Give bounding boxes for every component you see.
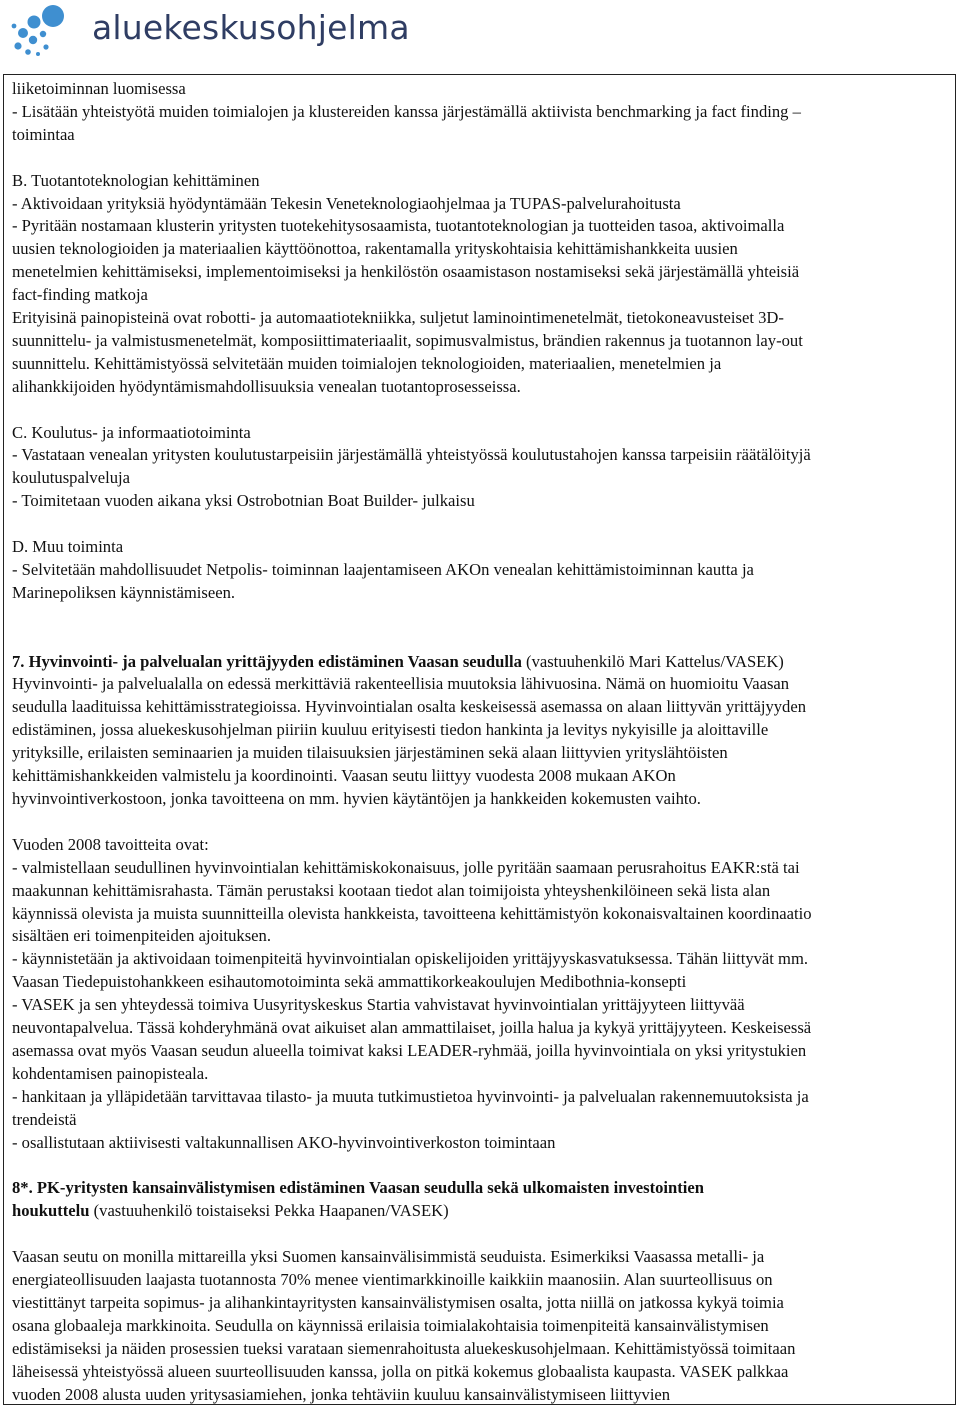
text-line: - VASEK ja sen yhteydessä toimiva Uusyrityskeskus Startia vahvistavat hyvinvointialan yrittäjyyteen liittyvää: [12, 995, 745, 1015]
document-body: [12, 78, 946, 1406]
section-b: [12, 170, 946, 399]
text-line: yrityksille, erilaisten seminaarien ja muiden tilaisuuksien järjestäminen sekä alaan liittyvien yrityslähtöisten: [12, 743, 728, 763]
heading-bold: houkuttelu: [12, 1201, 90, 1221]
text-line: sisältäen eri toimenpiteiden ajoituksen.: [12, 926, 271, 946]
section-heading: [12, 1177, 946, 1200]
text-line: Hyvinvointi- ja palvelualalla on edessä merkittäviä rakenteellisia muutoksia lähivuosina. Nämä on huomioitu Vaasan: [12, 674, 790, 694]
section-d: [12, 536, 946, 605]
text-line: - Lisätään yhteistyötä muiden toimialojen ja klustereiden kanssa järjestämällä aktiivista benchmarking ja fact finding –: [12, 101, 801, 121]
text-line: läheisessä yhteistyössä alueen suurteollisuuden kanssa, jolla on pitkä kokemus globaalista kaupasta. VASEK palkkaa: [12, 1361, 789, 1381]
text-line: kehittämishankkeiden valmistelu ja koordinointi. Vaasan seutu liittyy vuodesta 2008 mukaan AKOn: [12, 766, 676, 786]
text-line: uusien teknologioiden ja materiaalien käyttöönottoa, rakentamalla yrityskohtaisia kehittämishankkeita uusien: [12, 239, 738, 259]
text-line: viestittänyt tarpeita sopimus- ja alihankintayritysten kansainvälistymisen osalta, jotta niillä on jatkossa kykyä toimia: [12, 1292, 784, 1312]
text-line: - Toimitetaan vuoden aikana yksi Ostrobotnian Boat Builder- julkaisu: [12, 491, 475, 511]
section-title: B. Tuotantoteknologian kehittäminen: [12, 170, 260, 190]
text-line: Marinepoliksen käynnistämiseen.: [12, 582, 236, 602]
text-line: asemassa ovat myös Vaasan seudun alueella toimivat kaksi LEADER-ryhmää, joilla hyvinvointiala on yksi yritystukien: [12, 1040, 807, 1060]
text-line: - hankitaan ja ylläpidetään tarvittavaa tilasto- ja muuta tutkimustietoa hyvinvointi- ja palvelualan rakennemuutoksista ja: [12, 1086, 809, 1106]
goals-title: Vuoden 2008 tavoitteita ovat:: [12, 834, 209, 854]
text-line: - Selvitetään mahdollisuudet Netpolis- toiminnan laajentamiseen AKOn venealan kehittämistoiminnan kautta ja: [12, 559, 754, 579]
text-line: Vaasan seutu on monilla mittareilla yksi Suomen kansainvälisimmistä seuduista. Esimerkiksi Vaasassa metalli- ja: [12, 1247, 765, 1267]
section-title: C. Koulutus- ja informaatiotoiminta: [12, 422, 251, 442]
text-line: fact-finding matkoja: [12, 285, 148, 305]
text-line: energiateollisuuden laajasta tuotannosta 70% menee vientimarkkinoille kaikkiin maanosiin. Alan suurteollisuus on: [12, 1270, 773, 1289]
text-line: - valmistellaan seudullinen hyvinvointialan kehittämiskokonaisuus, jolle pyritään saamaan perusrahoitus EAKR:stä tai: [12, 857, 800, 877]
heading-bold: 8*. PK-yritysten kansainvälistymisen edistäminen Vaasan seudulla sekä ulkomaisten investointien: [12, 1178, 704, 1198]
section-heading: [12, 1200, 946, 1223]
page-header: [10, 0, 950, 62]
text-line: osana globaaleja markkinoita. Seudulla on käynnissä erilaisia toimialakohtaisia toimenpiteitä kansainvälistymisen: [12, 1315, 769, 1335]
text-line: kohdentamisen painopisteala.: [12, 1063, 209, 1083]
text-line: suunnittelu- ja valmistusmenetelmät, komposiittimateriaalit, sopimusvalmistus, brändien rakennus ja tuotannon lay-out: [12, 330, 803, 350]
heading-bold: 7. Hyvinvointi- ja palvelualan yrittäjyyden edistäminen Vaasan seudulla: [12, 651, 522, 671]
heading-responsible: (vastuuhenkilö toistaiseksi Pekka Haapanen/VASEK): [89, 1201, 449, 1221]
text-line: - käynnistetään ja aktivoidaan toimenpiteitä hyvinvointialan opiskelijoiden yrittäjyyskasvatuksessa. Tähän liittyvät mm.: [12, 949, 809, 969]
text-line: hyvinvointiverkostoon, jonka tavoitteena on mm. hyvien käytäntöjen ja hankkeiden kokemusten vaihto.: [12, 789, 701, 809]
text-line: liiketoiminnan luomisessa: [12, 79, 186, 98]
section-c: [12, 422, 946, 514]
section-7: [12, 651, 946, 1155]
text-line: edistämiseksi ja näiden prosessien tueksi varataan siemenrahoitusta aluekeskusohjelmaan. Kehittämistyössä toimitaan: [12, 1338, 796, 1358]
text-line: - Pyritään nostamaan klusterin yritysten tuotekehitysosaamista, tuotantoteknologian ja tuotteiden tasoa, aktivoimalla: [12, 216, 785, 236]
text-line: - Vastataan venealan yritysten koulutustarpeisiin järjestämällä yhteistyössä koulutustahojen kanssa tarpeisiin räätälöityjä: [12, 445, 811, 465]
section-title: D. Muu toiminta: [12, 537, 124, 557]
text-line: trendeistä: [12, 1109, 77, 1129]
text-line: neuvontapalvelua. Tässä kohderyhmänä ovat aikuiset alan ammattilaiset, joilla halua ja kykyä yrittäjyyteen. Keskeisessä: [12, 1018, 812, 1038]
text-line: toimintaa: [12, 124, 75, 144]
heading-responsible: (vastuuhenkilö Mari Kattelus/VASEK): [521, 651, 784, 671]
text-line: edistäminen, jossa aluekeskusohjelman piiriin kuuluu erityisesti tiedon hankinta ja levitys nykyisille ja aloittaville: [12, 720, 769, 740]
section-8: [12, 1177, 946, 1406]
text-line: koulutuspalveluja: [12, 468, 130, 488]
text-line: Erityisinä painopisteinä ovat robotti- ja automaatiotekniikka, suljetut laminointimenetelmät, tietokoneavusteiset 3D-: [12, 308, 784, 328]
text-line: suunnittelu. Kehittämistyössä selvitetään muiden toimialojen teknologioiden, materiaalien, menetelmien ja: [12, 353, 722, 373]
text-line: maakunnan kehittämisrahasta. Tämän perustaksi kootaan tiedot alan toimijoista yhteyshenkilöineen sekä lista alan: [12, 880, 771, 900]
text-line: alihankkijoiden hyödyntämismahdollisuuksia venealan tuotantoprosesseissa.: [12, 376, 521, 396]
text-line: Vaasan Tiedepuistohankkeen esihautomotoiminta sekä ammattikorkeakoulujen Medibothnia-konsepti: [12, 972, 687, 992]
text-line: - Aktivoidaan yrityksiä hyödyntämään Tekesin Veneteknologiaohjelmaa ja TUPAS-palvelurahoitusta: [12, 193, 681, 213]
section-heading: [12, 651, 946, 674]
dots-logo-icon: [10, 2, 90, 58]
text-line: - osallistutaan aktiivisesti valtakunnallisen AKO-hyvinvointiverkoston toimintaan: [12, 1132, 556, 1152]
text-line: menetelmien kehittämiseksi, implementoimiseksi ja henkilöstön osaamistason nostamiseksi sekä järjestämällä yhteisiä: [12, 262, 800, 282]
text-line: vuoden 2008 alusta uuden yritysasiamiehen, jonka tehtäviin kuuluu kansainvälistymiseen liittyvien: [12, 1384, 671, 1404]
text-line: seudulla laadituissa kehittämisstrategioissa. Hyvinvointialan osalta keskeisessä asemassa on alaan liittyvän yrittäjyyden: [12, 697, 807, 717]
text-line: käynnissä olevista ja muista suunnitteilla olevista hankkeista, tavoitteena kehittämistyön kokonaisvaltainen koordinaatio: [12, 903, 812, 923]
logo-text: aluekeskusohjelma: [92, 8, 410, 47]
intro-block: [12, 78, 946, 147]
